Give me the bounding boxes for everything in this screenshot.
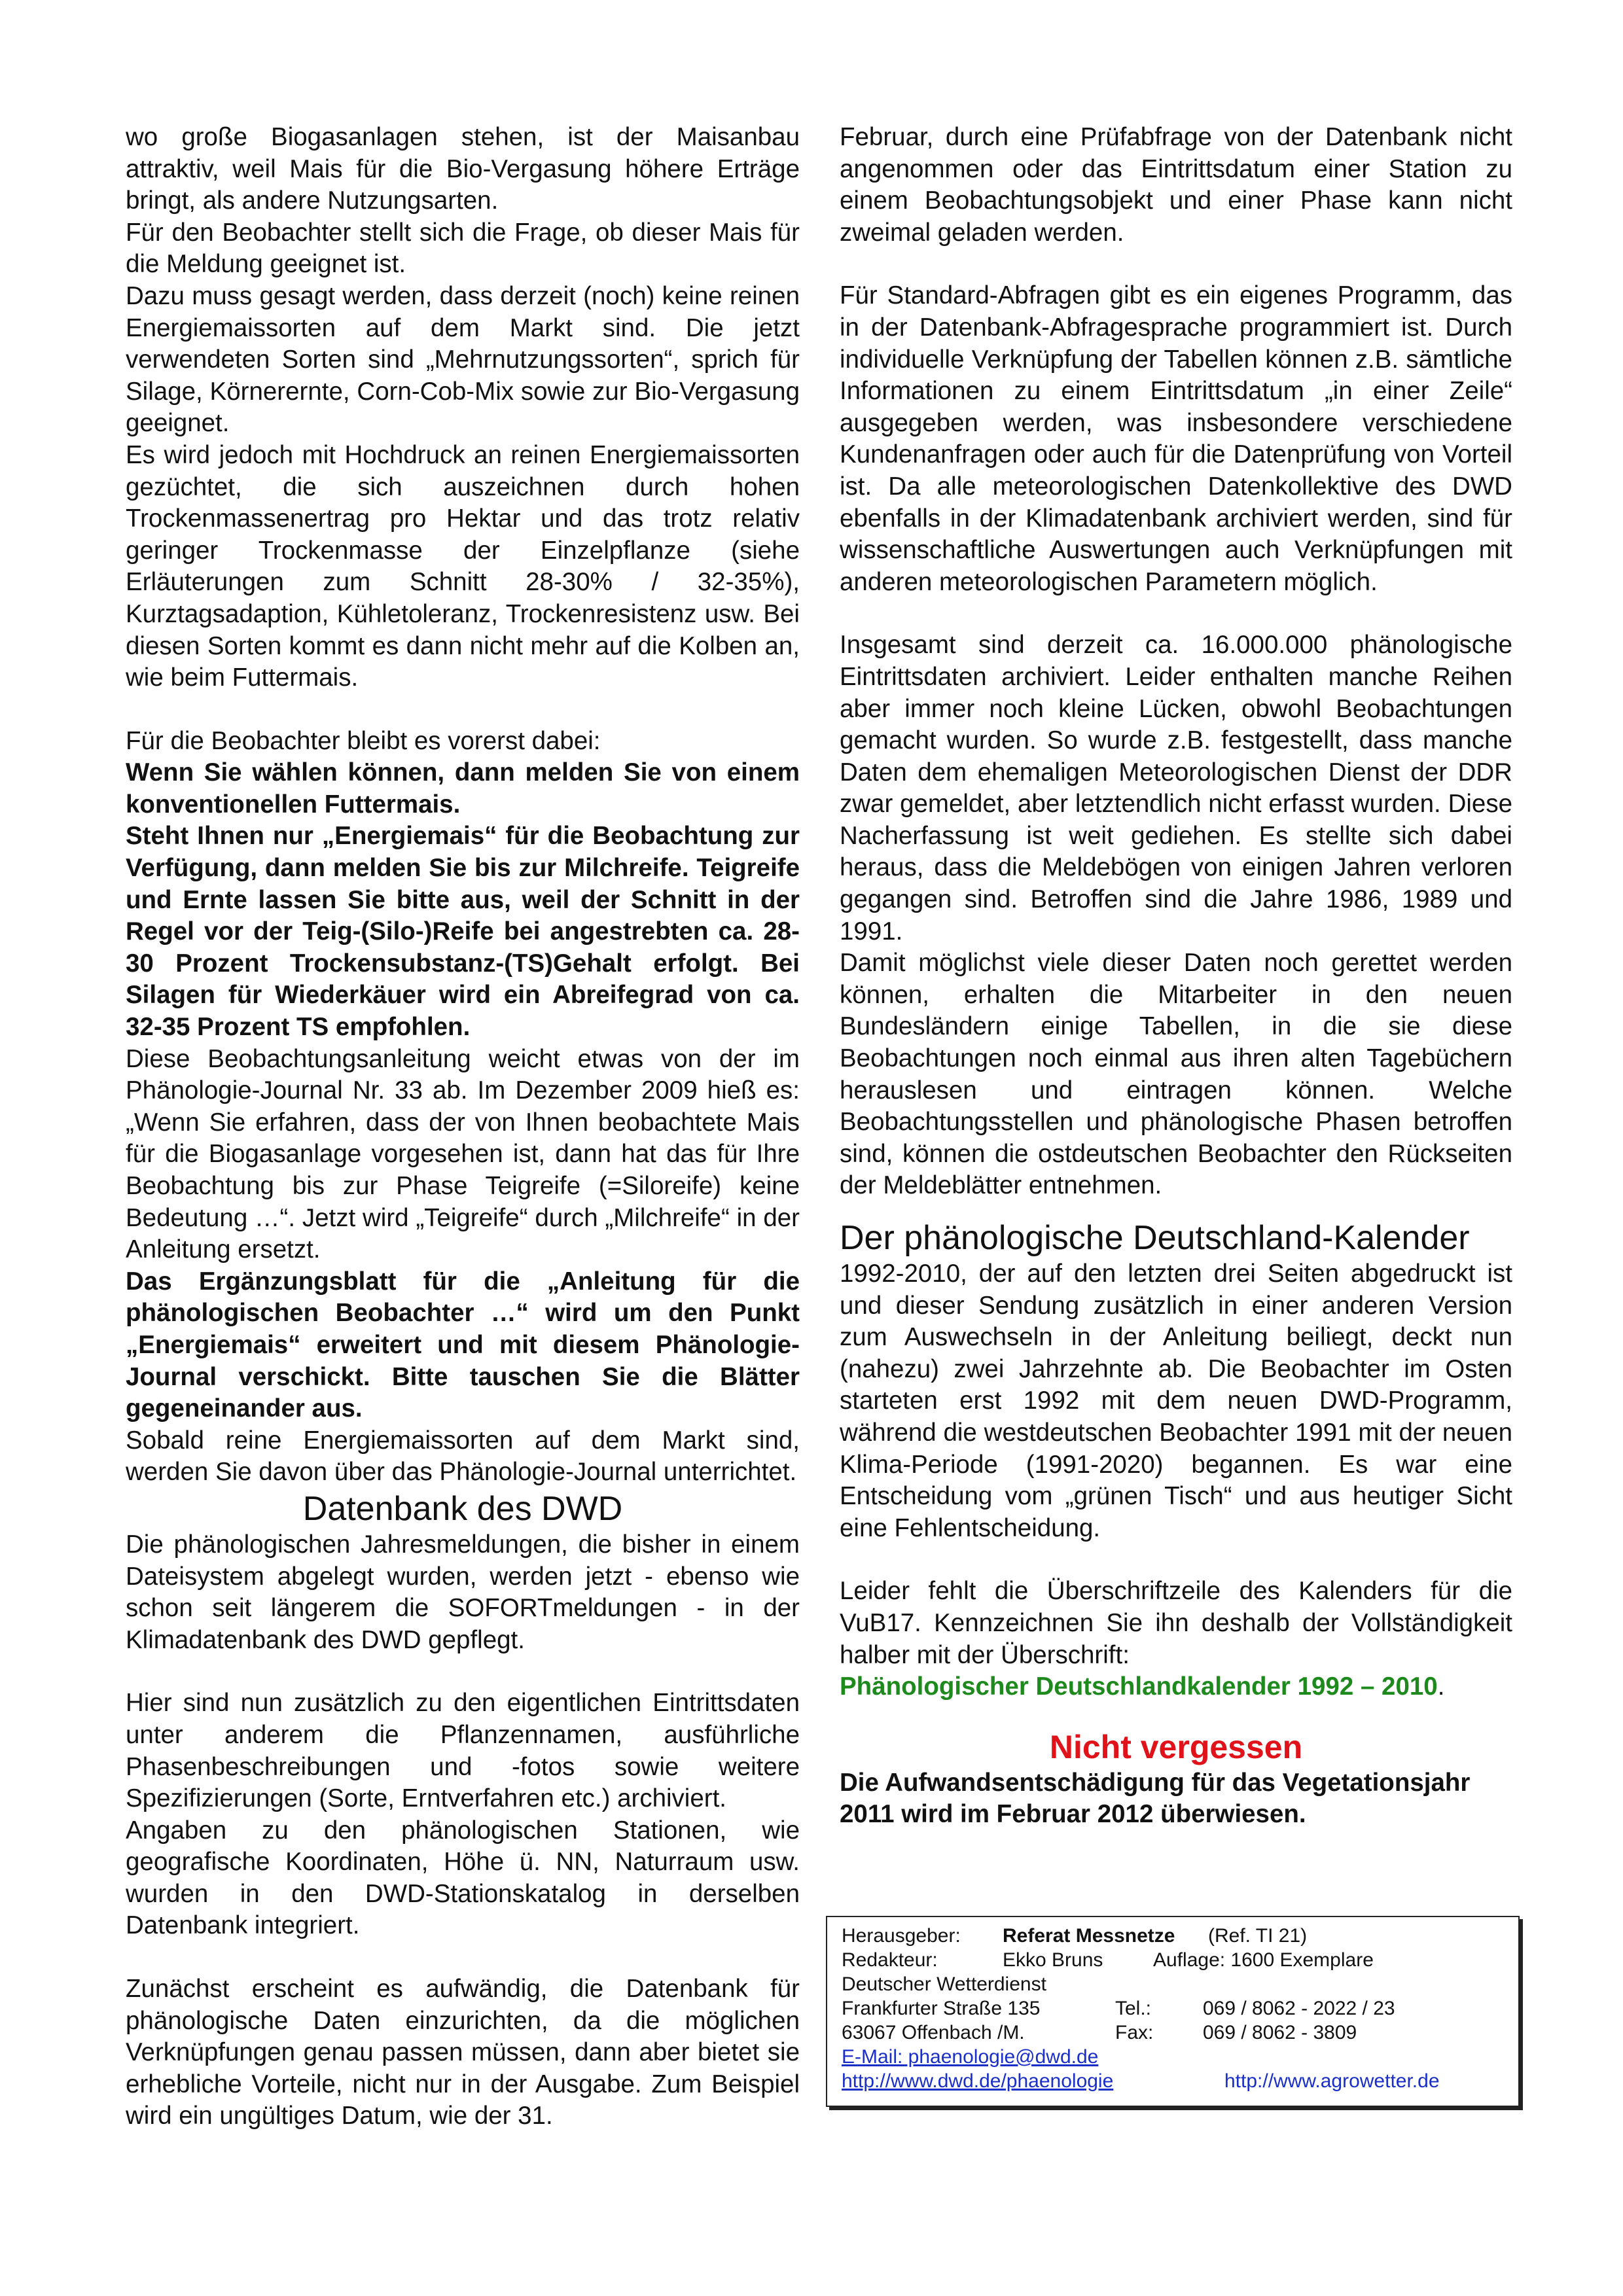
section-heading-nicht-vergessen: Nicht vergessen — [1049, 1728, 1303, 1765]
paragraph: Es wird jedoch mit Hochdruck an reinen Energiemaissorten gezüchtet, die sich auszeichnen durch hohen Trockenmassenertrag pro Hektar und das trotz relativ geringer Trockenmasse der Einzelpflanze (siehe Erläuterungen zum Schnitt 28-30% / 32-35%), Kurztagsadaption, Kühletoleranz, Trockenresistenz usw. Bei diesen Sorten kommt es dann nicht mehr auf die Kolben an, wie beim Futtermais. — [126, 440, 800, 692]
spacer — [126, 1656, 800, 1687]
imprint-row-publisher — [842, 1924, 1504, 1948]
right-column — [840, 122, 1512, 1831]
imprint-row-email — [842, 2045, 1504, 2069]
period: . — [1437, 1672, 1445, 1701]
spacer — [126, 1942, 800, 1973]
imprint-row-city — [842, 2021, 1504, 2045]
imprint-row-urls — [842, 2069, 1504, 2093]
paragraph: Zunächst erscheint es aufwändig, die Datenbank für phänologische Daten einzurichten, da die möglichen Verknüpfungen genau passen müssen, dann aber bietet sie erhebliche Vorteile, nicht nur in der Ausgabe. Zum Beispiel wird ein ungültiges Datum, wie der 31. — [126, 1975, 800, 2130]
paragraph: Sobald reine Energiemaissorten auf dem Markt sind, werden Sie davon über das Phänologie-Journal unterrichtet. — [126, 1426, 800, 1487]
paragraph: Angaben zu den phänologischen Stationen, wie geografische Koordinaten, Höhe ü. NN, Naturraum usw. wurden in den DWD-Stationskatalog in derselben Datenbank integriert. — [126, 1816, 800, 1940]
calendar-title-highlight: Phänologischer Deutschlandkalender 1992 – 2010 — [840, 1672, 1438, 1701]
paragraph: 1992-2010, der auf den letzten drei Seiten abgedruckt ist und dieser Sendung zusätzlich in einer anderen Version zum Auswechseln in der Anleitung beiliegt, deckt nun (nahezu) zwei Jahrzehnte ab. Die Beobachter im Osten starteten erst 1992 mit dem neuen DWD-Programm, während die westdeutschen Beobachter 1991 mit der neuen Klima-Periode (1991-2020) begannen. Es war eine Entscheidung vom „grünen Tisch“ und aus heutiger Sicht eine Fehlentscheidung. — [840, 1260, 1512, 1542]
city: 63067 Offenbach /M. — [842, 2022, 1025, 2043]
phone-value: 069 / 8062 - 2022 / 23 — [1203, 1998, 1395, 2019]
spacer — [840, 1202, 1512, 1218]
fax-label: Fax: — [1115, 2022, 1154, 2043]
paragraph: Februar, durch eine Prüfabfrage von der Datenbank nicht angenommen oder das Eintrittsdatum einer Station zu einem Beobachtungsobjekt und einer Phase kann nicht zweimal geladen werden. — [840, 123, 1512, 247]
paragraph: Insgesamt sind derzeit ca. 16.000.000 phänologische Eintrittsdaten archiviert. Leider enthalten manche Reihen aber immer noch kleine Lücken, obwohl Beobachtungen gemacht wurden. So wurde z.B. festgestellt, dass manche Daten dem ehemaligen Meteorologischen Dienst der DDR zwar gemeldet, aber letztendlich nicht erfasst wurden. Diese Nacherfassung ist weit gediehen. Es stellte sich dabei heraus, dass die Meldebögen von einigen Jahren verloren gegangen sind. Betroffen sind die Jahre 1986, 1989 und 1991. — [840, 631, 1512, 945]
spacer — [840, 249, 1512, 280]
editor-value: Ekko Bruns — [1003, 1949, 1103, 1971]
imprint-row-street — [842, 1996, 1504, 2021]
paragraph: Für die Beobachter bleibt es vorerst dabei: — [126, 726, 601, 755]
paragraph: Damit möglichst viele dieser Daten noch gerettet werden können, erhalten die Mitarbeiter in den neuen Bundesländern einige Tabellen, in die sie diese Beobachtungen noch einmal aus ihren alten Tagebüchern herauslesen und eintragen können. Welche Beobachtungsstellen und phänologische Phasen betroffen sind, können die ostdeutschen Beobachter den Rückseiten der Meldeblätter entnehmen. — [840, 949, 1512, 1200]
phone-label: Tel.: — [1115, 1998, 1152, 2019]
paragraph-text: Leider fehlt die Überschriftzeile des Kalenders für die VuB17. Kennzeichnen Sie ihn deshalb der Vollständigkeit halber mit der Überschrift: — [840, 1577, 1512, 1669]
section-heading-kalender: Der phänologische Deutschland-Kalender — [840, 1219, 1470, 1257]
circulation: Auflage: 1600 Exemplare — [1153, 1949, 1374, 1971]
paragraph: Für den Beobachter stellt sich die Frage, ob dieser Mais für die Meldung geeignet ist. — [126, 218, 800, 279]
imprint-row-org — [842, 1972, 1504, 1996]
paragraph: Diese Beobachtungsanleitung weicht etwas von der im Phänologie-Journal Nr. 33 ab. Im Dezember 2009 hieß es: „Wenn Sie erfahren, dass der von Ihnen beobachtete Mais für die Biogasanlage vorgesehen ist, dann hat das für Ihre Beobachtung bis zur Phase Teigreife (=Siloreife) keine Bedeutung …“. Jetzt wird „Teigreife“ durch „Milchreife“ in der Anleitung ersetzt. — [126, 1044, 800, 1264]
paragraph — [840, 1576, 1512, 1703]
paragraph: Für Standard-Abfragen gibt es ein eigenes Programm, das in der Datenbank-Abfragesprache programmiert ist. Durch individuelle Verknüpfung der Tabellen können z.B. sämtliche Informationen zu einem Eintrittsdatum „in einer Zeile“ ausgegeben werden, was insbesondere verschiedene Kundenanfragen oder auch für die Datenprüfung von Vorteil ist. Da alle meteorologischen Datenkollektive des DWD ebenfalls in der Klimadatenbank archiviert werden, sind für wissenschaftliche Auswertungen auch Verknüpfungen mit anderen meteorologischen Parametern möglich. — [840, 281, 1512, 596]
fax-value: 069 / 8062 - 3809 — [1203, 2022, 1357, 2043]
bold-paragraph: Wenn Sie wählen können, dann melden Sie von einem konventionellen Futtermais. — [126, 758, 800, 819]
organization: Deutscher Wetterdienst — [842, 1973, 1046, 1995]
publisher-label: Herausgeber: — [842, 1925, 961, 1947]
editor-label: Redakteur: — [842, 1949, 938, 1971]
paragraph: Die phänologischen Jahresmeldungen, die bisher in einem Dateisystem abgelegt wurden, werden jetzt - ebenso wie schon seit längerem die SOFORTmeldungen - in der Klimadatenbank des DWD gepflegt. — [126, 1530, 800, 1654]
phaenologie-link[interactable]: http://www.dwd.de/phaenologie — [842, 2070, 1114, 2092]
section-heading-datenbank: Datenbank des DWD — [302, 1489, 623, 1528]
paragraph: Dazu muss gesagt werden, dass derzeit (noch) keine reinen Energiemaissorten auf dem Markt sind. Die jetzt verwendeten Sorten sind „Mehrnutzungssorten“, sprich für Silage, Körnerernte, Corn-Cob-Mix sowie zur Bio-Vergasung geeignet. — [126, 281, 800, 438]
email-link[interactable]: E-Mail: phaenologie@dwd.de — [842, 2046, 1099, 2068]
bold-paragraph: Die Aufwandsentschädigung für das Vegetationsjahr 2011 wird im Februar 2012 überwiesen. — [840, 1768, 1471, 1829]
publisher-value: Referat Messnetze — [1003, 1925, 1175, 1947]
left-column — [126, 122, 800, 2132]
street-address: Frankfurter Straße 135 — [842, 1998, 1041, 2019]
imprint-row-editor — [842, 1948, 1504, 1972]
publisher-ref: (Ref. TI 21) — [1208, 1925, 1308, 1947]
bold-paragraph: Steht Ihnen nur „Energiemais“ für die Beobachtung zur Verfügung, dann melden Sie bis zur Milchreife. Teigreife und Ernte lassen Sie bitte aus, weil der Schnitt in der Regel vor der Teig-(Silo-)Reife bei angestrebten ca. 28-30 Prozent Trockensubstanz-(TS)Gehalt erfolgt. Bei Silagen für Wiederkäuer wird ein Abreifegrad von ca. 32-35 Prozent TS empfohlen. — [126, 822, 800, 1042]
imprint-box — [826, 1916, 1520, 2107]
agrowetter-link[interactable]: http://www.agrowetter.de — [1224, 2070, 1440, 2092]
paragraph: wo große Biogasanlagen stehen, ist der Maisanbau attraktiv, weil Mais für die Bio-Vergasung höhere Erträge bringt, als andere Nutzungsarten. — [126, 123, 800, 215]
spacer — [840, 1544, 1512, 1576]
spacer — [126, 694, 800, 726]
bold-paragraph: Das Ergänzungsblatt für die „Anleitung für die phänologischen Beobachter …“ wird um den Punkt „Energiemais“ erweitert und mit diesem Phänologie-Journal verschickt. Bitte tauschen Sie die Blätter gegeneinander aus. — [126, 1267, 800, 1423]
spacer — [840, 598, 1512, 629]
paragraph: Hier sind nun zusätzlich zu den eigentlichen Eintrittsdaten unter anderem die Pflanzennamen, ausführliche Phasenbeschreibungen und -fotos sowie weitere Spezifizierungen (Sorte, Erntverfahren etc.) archiviert. — [126, 1689, 800, 1813]
